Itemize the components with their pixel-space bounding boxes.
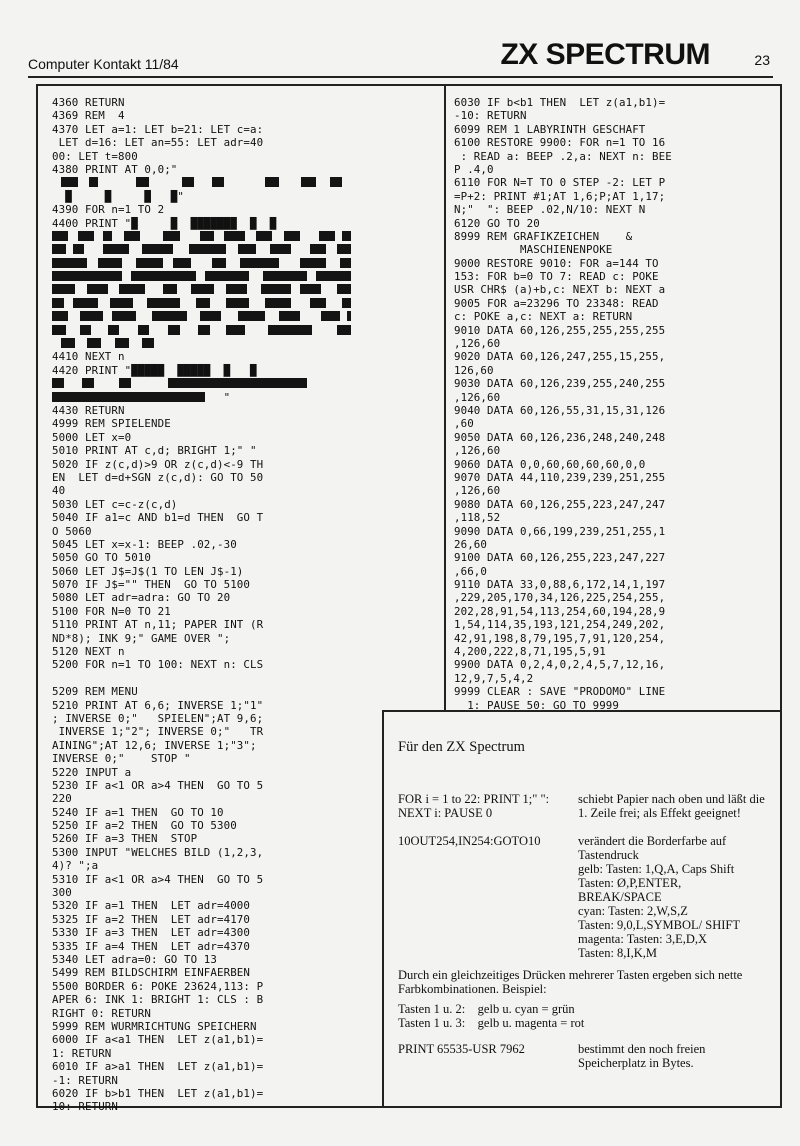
code-line: 5020 IF z(c,d)>9 OR z(c,d)<-9 TH xyxy=(52,457,264,471)
block-graphics-row xyxy=(52,377,276,390)
code-line: 4430 RETURN xyxy=(52,403,125,417)
code-line: MASCHIENENPOKE xyxy=(454,243,613,257)
program-listing-left xyxy=(52,96,276,1114)
graphic-block xyxy=(52,231,68,241)
graphic-block xyxy=(198,325,210,335)
tip-code: 10OUT254,IN254:GOTO10 xyxy=(398,834,541,848)
code-line: 4369 REM 4 xyxy=(52,109,125,123)
graphic-block xyxy=(270,244,291,254)
code-line: ,126,60 xyxy=(454,444,501,458)
code-line: 126,60 xyxy=(454,363,494,377)
code-line: 5999 REM WURMRICHTUNG SPEICHERN xyxy=(52,1019,257,1033)
code-line: 5240 IF a=1 THEN GO TO 10 xyxy=(52,805,224,819)
code-line: 6000 IF a<a1 THEN LET z(a1,b1)= xyxy=(52,1033,264,1047)
code-line: 9040 DATA 60,126,55,31,15,31,126 xyxy=(454,403,666,417)
block-graphics-row xyxy=(52,297,276,310)
code-line: ND*8); INK 9;" GAME OVER "; xyxy=(52,631,231,645)
graphic-block xyxy=(256,231,272,241)
code-line: 5080 LET adr=adra: GO TO 20 xyxy=(52,591,231,605)
code-line: 9010 DATA 60,126,255,255,255,255 xyxy=(454,323,666,337)
code-line: 1: RETURN xyxy=(52,1046,112,1060)
graphic-block xyxy=(89,177,98,187)
graphic-block xyxy=(300,258,326,268)
block-graphics-row xyxy=(52,324,276,337)
code-line: 9999 CLEAR : SAVE "PRODOMO" LINE xyxy=(454,685,666,699)
graphic-block xyxy=(279,311,300,321)
code-line: ,229,205,170,34,126,225,254,255, xyxy=(454,591,666,605)
block-graphics-row xyxy=(52,283,276,296)
graphic-block xyxy=(337,244,351,254)
code-line: 5220 INPUT a xyxy=(52,765,132,779)
code-line: 5050 GO TO 5010 xyxy=(52,551,152,565)
code-line: 4400 PRINT "█ █ ███████ █ █ xyxy=(52,216,277,230)
code-line: 9020 DATA 60,126,247,255,15,255, xyxy=(454,350,666,364)
code-line xyxy=(52,672,276,685)
graphic-block xyxy=(112,311,135,321)
code-line: 5335 IF a=4 THEN LET adr=4370 xyxy=(52,939,251,953)
code-line: ,126,60 xyxy=(454,337,501,351)
code-line: 5300 INPUT "WELCHES BILD (1,2,3, xyxy=(52,845,264,859)
code-line: ,66,0 xyxy=(454,564,488,578)
graphic-block xyxy=(52,378,64,388)
code-line: 9030 DATA 60,126,239,255,240,255 xyxy=(454,377,666,391)
code-line: ,126,60 xyxy=(454,484,501,498)
graphic-block xyxy=(80,325,92,335)
code-line: =P+2: PRINT #1;AT 1,6;P;AT 1,17; xyxy=(454,189,666,203)
graphic-block xyxy=(342,231,351,241)
graphic-block xyxy=(52,258,87,268)
graphic-block xyxy=(330,177,342,187)
code-line: c: POKE a,c: NEXT a: RETURN xyxy=(454,310,633,324)
code-line: 42,91,198,8,79,195,7,91,120,254, xyxy=(454,631,666,645)
graphic-block xyxy=(124,231,140,241)
code-line: 5340 LET adra=0: GO TO 13 xyxy=(52,953,218,966)
code-line: 12,9,7,5,4,2 xyxy=(454,671,534,685)
code-line: 6120 GO TO 20 xyxy=(454,216,540,230)
code-line: 1: PAUSE 50: GO TO 9999 xyxy=(454,698,620,712)
block-graphics-row xyxy=(52,230,276,243)
code-line: 6030 IF b<b1 THEN LET z(a1,b1)= xyxy=(454,96,666,109)
graphic-block xyxy=(340,258,352,268)
code-line: 5330 IF a=3 THEN LET adr=4300 xyxy=(52,926,251,940)
code-line: USR CHR$ (a)+b,c: NEXT b: NEXT a xyxy=(454,283,666,297)
code-line: 6110 FOR N=T TO 0 STEP -2: LET P xyxy=(454,176,666,190)
code-line: 9110 DATA 33,0,88,6,172,14,1,197 xyxy=(454,578,666,592)
graphic-block xyxy=(300,284,321,294)
code-line: 6099 REM 1 LABYRINTH GESCHAFT xyxy=(454,122,646,136)
block-graphics-row xyxy=(52,243,276,256)
code-line: 9050 DATA 60,126,236,248,240,248 xyxy=(454,430,666,444)
tip-description-block xyxy=(578,834,766,960)
code-line: : READ a: BEEP .2,a: NEXT n: BEE xyxy=(454,149,672,163)
code-line: 5230 IF a<1 OR a>4 THEN GO TO 5 xyxy=(52,778,264,792)
graphic-block xyxy=(265,177,279,187)
code-line: INVERSE 0;" STOP " xyxy=(52,752,191,766)
graphic-block xyxy=(263,271,307,281)
code-line: 300 xyxy=(52,886,72,900)
graphic-block xyxy=(168,378,307,388)
graphic-block xyxy=(98,258,121,268)
graphic-block xyxy=(284,231,300,241)
key-yellow: gelb: Tasten: 1,Q,A, Caps Shift xyxy=(578,862,735,876)
graphic-block xyxy=(119,284,145,294)
code-line: 5500 BORDER 6: POKE 23624,113: P xyxy=(52,979,264,993)
code-line: 4390 FOR n=1 TO 2 xyxy=(52,203,165,217)
graphic-block xyxy=(82,378,94,388)
section-title: ZX SPECTRUM xyxy=(500,38,710,71)
code-line: 5070 IF J$="" THEN GO TO 5100 xyxy=(52,578,251,592)
graphic-block xyxy=(115,338,129,348)
graphic-block xyxy=(238,311,266,321)
tip-paper-scroll xyxy=(398,792,778,820)
code-line: 5210 PRINT AT 6,6; INVERSE 1;"1" xyxy=(52,698,264,712)
code-line: 5000 LET x=0 xyxy=(52,430,132,444)
tip-code: PRINT 65535-USR 7962 xyxy=(398,1042,525,1056)
graphic-block xyxy=(103,244,129,254)
tips-box-left-border xyxy=(382,710,384,1106)
code-line: 9900 DATA 0,2,4,0,2,4,5,7,12,16, xyxy=(454,658,666,672)
graphic-block xyxy=(110,298,133,308)
graphic-block xyxy=(310,244,326,254)
graphic-block xyxy=(138,325,150,335)
code-line: 5110 PRINT AT n,11; PAPER INT (R xyxy=(52,618,264,632)
graphic-block xyxy=(131,271,196,281)
graphic-block xyxy=(168,325,180,335)
block-graphics-row xyxy=(52,337,276,350)
graphic-block xyxy=(182,177,194,187)
graphic-block xyxy=(265,298,291,308)
graphic-block xyxy=(238,244,257,254)
graphic-block xyxy=(240,258,279,268)
graphic-block xyxy=(226,298,249,308)
code-line: 5209 REM MENU xyxy=(52,685,138,699)
code-line: 5030 LET c=c-z(c,d) xyxy=(52,497,178,511)
code-line: 4360 RETURN xyxy=(52,96,125,109)
magazine-name: Computer Kontakt 11/84 xyxy=(28,56,179,72)
code-line: 9060 DATA 0,0,60,60,60,60,0,0 xyxy=(454,457,646,471)
code-line: AINING";AT 12,6; INVERSE 1;"3"; xyxy=(52,738,257,752)
tip-border-color xyxy=(398,834,778,960)
code-line: 4,200,222,8,71,195,5,91 xyxy=(454,645,606,659)
code-line: 5260 IF a=3 THEN STOP xyxy=(52,832,198,846)
tip-description: verändert die Borderfarbe auf Tastendruck xyxy=(578,834,727,862)
code-line: APER 6: INK 1: BRIGHT 1: CLS : B xyxy=(52,993,264,1007)
code-line: N;" ": BEEP .02,N/10: NEXT N xyxy=(454,203,646,217)
code-line: 9070 DATA 44,110,239,239,251,255 xyxy=(454,470,666,484)
graphic-block xyxy=(316,271,351,281)
graphic-block xyxy=(52,284,75,294)
code-line: 5100 FOR N=0 TO 21 xyxy=(52,604,171,618)
graphic-block xyxy=(173,258,192,268)
graphic-block xyxy=(200,311,221,321)
code-line: 4999 REM SPIELENDE xyxy=(52,417,171,431)
code-line: 8999 REM GRAFIKZEICHEN & xyxy=(454,229,633,243)
code-line: █ █ █ █" xyxy=(52,189,185,203)
tips-box xyxy=(398,740,778,1078)
key-magenta-2: Tasten: 8,I,K,M xyxy=(578,946,657,960)
graphic-block xyxy=(212,258,226,268)
graphic-block xyxy=(191,284,214,294)
code-line: 9000 RESTORE 9010: FOR a=144 TO xyxy=(454,256,659,270)
graphic-block xyxy=(142,338,154,348)
graphic-block xyxy=(319,231,335,241)
code-line: ,118,52 xyxy=(454,511,501,525)
code-line: O 5060 xyxy=(52,524,92,538)
page-header xyxy=(28,38,770,74)
graphic-block xyxy=(61,338,75,348)
key-cyan: cyan: Tasten: 2,W,S,Z xyxy=(578,904,688,918)
code-line: RIGHT 0: RETURN xyxy=(52,1006,152,1020)
column-divider xyxy=(444,84,446,712)
code-line: 4)? ";a xyxy=(52,859,99,873)
block-graphics-row xyxy=(52,391,276,404)
code-line: 4410 NEXT n xyxy=(52,350,125,364)
graphic-block xyxy=(226,284,247,294)
block-graphics-row xyxy=(52,176,276,189)
code-line: ; INVERSE 0;" SPIELEN";AT 9,6; xyxy=(52,711,264,725)
graphic-block xyxy=(212,177,224,187)
key-yellow-2: Tasten: Ø,P,ENTER, BREAK/SPACE xyxy=(578,876,682,904)
graphic-block xyxy=(52,325,66,335)
code-line: 153: FOR b=0 TO 7: READ c: POKE xyxy=(454,270,659,284)
combo-example-2: Tasten 1 u. 3: gelb u. magenta = rot xyxy=(398,1016,585,1030)
tip-code: FOR i = 1 to 22: PRINT 1;" ": NEXT i: PAUSE 0 xyxy=(398,792,550,820)
code-line: EN LET d=d+SGN z(c,d): GO TO 50 xyxy=(52,470,264,484)
code-line: 10: RETURN xyxy=(52,1100,119,1114)
graphic-block xyxy=(78,231,94,241)
code-line: 5250 IF a=2 THEN GO TO 5300 xyxy=(52,819,237,833)
graphic-block xyxy=(301,177,316,187)
code-line: " xyxy=(52,390,231,404)
graphic-block xyxy=(224,231,245,241)
graphic-block xyxy=(73,298,99,308)
graphic-block xyxy=(205,271,249,281)
code-line: 9080 DATA 60,126,255,223,247,247 xyxy=(454,497,666,511)
code-line: 5200 FOR n=1 TO 100: NEXT n: CLS xyxy=(52,658,264,672)
code-line: 5010 PRINT AT c,d; BRIGHT 1;" " xyxy=(52,444,257,458)
graphic-block xyxy=(142,244,172,254)
code-line: 5499 REM BILDSCHIRM EINFAERBEN xyxy=(52,966,251,980)
code-line: 5060 LET J$=J$(1 TO LEN J$-1) xyxy=(52,564,244,578)
code-line: 9005 FOR a=23296 TO 23348: READ xyxy=(454,296,659,310)
graphic-block xyxy=(136,177,150,187)
graphic-block xyxy=(200,231,214,241)
graphic-block xyxy=(52,311,68,321)
graphic-block xyxy=(163,231,179,241)
code-line: 9090 DATA 0,66,199,239,251,255,1 xyxy=(454,524,666,538)
code-line: 220 xyxy=(52,792,72,806)
code-line: 5310 IF a<1 OR a>4 THEN GO TO 5 xyxy=(52,872,264,886)
graphic-block xyxy=(80,311,103,321)
code-line: 5120 NEXT n xyxy=(52,645,125,659)
code-line: 26,60 xyxy=(454,537,488,551)
code-line: 5040 IF a1=c AND b1=d THEN GO T xyxy=(52,511,264,525)
code-line: 1,54,114,35,193,121,254,249,202, xyxy=(454,618,666,632)
code-line: 40 xyxy=(52,484,66,498)
graphic-block xyxy=(73,244,85,254)
code-line: INVERSE 1;"2"; INVERSE 0;" TR xyxy=(52,725,264,739)
code-line: 9100 DATA 60,126,255,223,247,227 xyxy=(454,551,666,565)
tip-free-memory xyxy=(398,1042,778,1070)
block-graphics-row xyxy=(52,257,276,270)
code-line: 4420 PRINT "█████ █████ █ █ xyxy=(52,363,257,377)
key-magenta: magenta: Tasten: 3,E,D,X xyxy=(578,932,708,946)
graphic-block xyxy=(103,231,112,241)
combo-example-1: Tasten 1 u. 2: gelb u. cyan = grün xyxy=(398,1002,575,1016)
block-graphics-row xyxy=(52,270,276,283)
tip-description: bestimmt den noch freien Speicherplatz in Bytes. xyxy=(578,1042,706,1070)
graphic-block xyxy=(52,271,122,281)
graphic-block xyxy=(52,298,64,308)
combo-paragraph: Durch ein gleichzeitiges Drücken mehrerer Tasten ergeben sich nette Farbkombinationen. Beispiel: xyxy=(398,968,743,996)
graphic-block xyxy=(108,325,120,335)
graphic-block xyxy=(119,378,131,388)
code-line: 6010 IF a>a1 THEN LET z(a1,b1)= xyxy=(52,1060,264,1074)
graphic-block xyxy=(189,244,226,254)
program-listing-right xyxy=(454,96,672,712)
graphic-block xyxy=(163,284,177,294)
code-line: 5045 LET x=x-1: BEEP .02,-30 xyxy=(52,537,237,551)
code-line: 4370 LET a=1: LET b=21: LET c=a: xyxy=(52,122,264,136)
code-line: ,60 xyxy=(454,417,474,431)
code-line: 5325 IF a=2 THEN LET adr=4170 xyxy=(52,912,251,926)
graphic-block xyxy=(342,298,351,308)
graphic-block xyxy=(87,338,101,348)
code-line: 5320 IF a=1 THEN LET adr=4000 xyxy=(52,899,251,913)
code-line: -1: RETURN xyxy=(52,1073,119,1087)
graphic-block xyxy=(147,298,179,308)
code-line: -10: RETURN xyxy=(454,109,527,123)
graphic-block xyxy=(347,311,352,321)
graphic-block xyxy=(52,244,66,254)
graphic-block xyxy=(268,325,312,335)
graphic-block xyxy=(152,311,187,321)
page-number: 23 xyxy=(754,52,770,68)
block-graphics-row xyxy=(52,310,276,323)
code-line: P .4,0 xyxy=(454,162,494,176)
graphic-block xyxy=(337,284,351,294)
code-line: 00: LET t=800 xyxy=(52,149,138,163)
header-rule xyxy=(28,76,773,78)
graphic-block xyxy=(226,325,245,335)
code-line: 6020 IF b>b1 THEN LET z(a1,b1)= xyxy=(52,1086,264,1100)
graphic-block xyxy=(337,325,351,335)
graphic-block xyxy=(310,298,326,308)
code-line: 4380 PRINT AT 0,0;" xyxy=(52,162,178,176)
code-line: 6100 RESTORE 9900: FOR n=1 TO 16 xyxy=(454,136,666,150)
code-line: LET d=16: LET an=55: LET adr=40 xyxy=(52,136,264,150)
graphic-block xyxy=(196,298,210,308)
tips-title: Für den ZX Spectrum xyxy=(398,739,525,755)
tip-description: schiebt Papier nach oben und läßt die 1. Zeile frei; als Effekt geeignet! xyxy=(578,792,765,820)
graphic-block xyxy=(261,284,291,294)
key-cyan-2: Tasten: 9,0,L,SYMBOL/ SHIFT xyxy=(578,918,740,932)
code-line: ,126,60 xyxy=(454,390,501,404)
graphic-block xyxy=(61,177,77,187)
graphic-block xyxy=(321,311,340,321)
graphic-block xyxy=(136,258,164,268)
code-line: 202,28,91,54,113,254,60,194,28,9 xyxy=(454,604,666,618)
graphic-block xyxy=(87,284,108,294)
